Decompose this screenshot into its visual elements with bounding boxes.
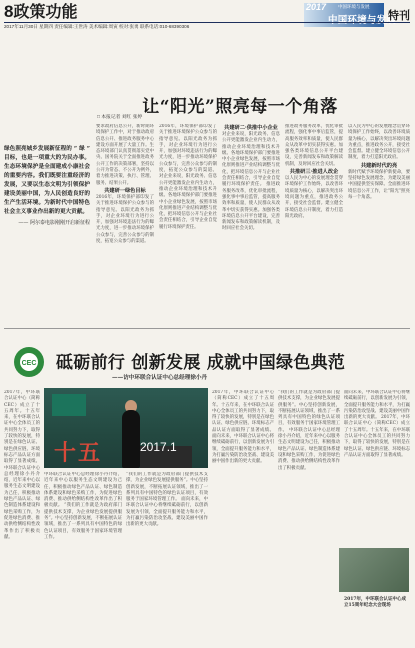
article2-small-photo: [339, 548, 409, 592]
article2-body-a3: 2017年，中环联合认证中心（简称CEC）成立了十五周年。十五年来，在中环联合认证中心全体员工的共同努力下，取得了较快的发展，特别是在绿色认证、绿色供应链、环境标志产品认证方面取得了显著成绩。: [344, 415, 410, 458]
section-title: 政策功能: [13, 4, 78, 21]
article2-body-c: “我们的工作就是为政府部门提供技术支撑，为企业绿色发展提供服务”。中心坚持创新发展，不断拓展认证领域，推出了一系列具有中国特色的绿色认证项目，有效服务于国家环境管理工作。: [44, 503, 122, 540]
special-issue-label: 特刊: [388, 10, 410, 22]
article1-subhead-2: 共建研二·供推中小企业: [224, 125, 278, 131]
article1-col-4: [285, 124, 343, 324]
article2-body-a2: 2017年，中环联合认证中心（简称CEC）成立了十五周年。十五年来，在中环联合认证中心全体员工的共同努力下，取得了较快的发展，特别是在绿色认证、绿色供应链、环境标志产品认证方面取得了显著成绩。: [212, 390, 274, 433]
article1-body-d2: 推进政务服务改革，优化审批流程，强化事中事后监管，提高服务效率和质量，使人民群众从改革中切实获得实惠。加强各类环境信息公开平台建设，完善新闻发布和政策解读机制，及时回应社会关切。: [285, 124, 343, 167]
article1-body-e: 以人民为中心的发展理念贯穿环境保护工作始终，以改善环境质量为核心，以解决突出环境问题为重点，推进政务公开，接受社会监督。建立健全环境信息公开制度，着力打造阳光政府。: [285, 176, 343, 219]
brand-sub: 中国环境与发展: [338, 5, 370, 10]
article2-body-d2: 面向未来，中环联合认证中心将继续砥砺前行，以创新发展为引领，全面提升服务能力和水平，为打赢污染防治攻坚战、建设美丽中国作出新的更大贡献。: [212, 434, 274, 465]
intro-note: [4, 145, 90, 227]
intro-note-text: 绿色照亮城乡发展新征程的 “ 绿 ” 目标，也是一项重大的为民办事。生态环境保护是全面建成小康社会的重要内容。我们既要注重经济的发展，又要以生态文明为引领保护建设美丽中国，为人民创造良好的生产生活环境。为新时代中国特色社会主义事业作出新的更大贡献。: [4, 146, 90, 215]
header-rule: [4, 22, 410, 23]
article1-body-a: 要求政府信息公开，新时期环境保护工作中，对于推动政府信息公开、推进政务服务中心建设方面开展了大量工作。生态环境部门认真贯彻落实党中央、国务院关于全面推进政务公开工作的决策部署，坚持以公开为常态、不公开为例外，着力推进决策、执行、管理、服务、结果公开。: [96, 124, 154, 186]
article2-caption: 2017年，中环联合认证中心成立15周年纪念大会现场: [344, 597, 407, 608]
page-number-section: [4, 3, 77, 22]
article2-title: 砥砺前行 创新发展 成就中国绿色典范: [56, 353, 346, 373]
cec-logo-text: CEC: [21, 360, 37, 367]
article1-subhead-3: 共推研三·推进人改企: [289, 169, 339, 176]
brand-year: 2017: [306, 2, 327, 12]
article1-body-f: 新时代赋予环境保护新使命，要坚持绿色发展理念，为建设美丽中国提供坚实保障。全面推进环境信息公开工作，让“阳光”照亮每一个角落。: [348, 169, 410, 200]
article1-col-3: [222, 124, 280, 324]
article1-col-1: [96, 124, 154, 324]
article2-body-b2: 中环联合认证中心总经理徐小丹介绍，近年来中心以服务生态文明建设为己任，积极推动绿色产品认证、绿色制造体系建设和绿色采购工作，为促进绿色消费、推动供给侧结构性改革作出了积极贡献。: [44, 472, 122, 509]
article2-col-6: [344, 390, 410, 544]
article1-body-b2: 2016年，环境保护部印发了关于推进环境保护公众参与的指导意见。以阳光政务为抓手，对企业环境行为进行公开，加强对环境违法行为的曝光力度，进一步推动环境保护公众参与，完善公众参与的制度，拓宽公众参与的渠道。: [159, 124, 217, 174]
intro-note-signature: —— 阿尔泰电影刚刚开启新征程: [18, 220, 90, 226]
article2-body-d3: 面向未来，中环联合认证中心将继续砥砺前行，以创新发展为引领，全面提升服务能力和水平，为打赢污染防治攻坚战、建设美丽中国作出新的更大贡献。: [344, 390, 410, 421]
photo-year: 2017.1: [140, 440, 177, 454]
article1-title: 让“阳光”照亮每一个角落: [142, 97, 338, 117]
article2-body-b3: 中环联合认证中心总经理徐小丹介绍，近年来中心以服务生态文明建设为己任，积极推动绿色产品认证、绿色制造体系建设和绿色采购工作，为促进绿色消费、推动供给侧结构性改革作出了积极贡献。: [278, 427, 340, 471]
article2-body-c2: “我们的工作就是为政府部门提供技术支撑，为企业绿色发展提供服务”。中心坚持创新发展，不断拓展认证领域，推出了一系列具有中国特色的绿色认证项目，有效服务于国家环境管理工作。: [126, 472, 208, 503]
header-meta: 2017年11月30日 星期四 责任编辑:王世涛 美术编辑:周寅 校对:张勇 联系电话:010-68390306: [4, 24, 190, 29]
section-divider: [4, 328, 410, 329]
article1-col-2: [159, 124, 217, 324]
article2-col-5: [278, 390, 340, 646]
article1-subhead-1: 共建研一绿色目标: [104, 187, 146, 194]
article2-subtitle: ——访中环联合认证中心总经理徐小丹: [112, 375, 208, 381]
speaker-figure: [122, 410, 140, 468]
article1-body-c2: 对企业来说，阳光政务、信息公开更能激发企业内生动力，推动企业环境治理和技术升级。各地环境保护部门要推进中小企业绿色发展，按照市场化原则推进产业结构调整与优化，把环境信息公开与企业社会责任相结合，引导企业自觉履行环境保护责任。: [222, 132, 280, 188]
article1-body-b: 2016年，环境保护部印发了关于推进环境保护公众参与的指导意见。以阳光政务为抓手，对企业环境行为进行公开，加强对环境违法行为的曝光力度，进一步推动环境保护公众参与，完善公众参与的制度，拓宽公众参与的渠道。: [96, 194, 154, 245]
article2-col-4: [212, 390, 274, 646]
page-number: 8: [4, 2, 14, 21]
article1-byline: □ 本报记者 刘红 张婷: [97, 115, 143, 120]
article1-body-e2: 以人民为中心的发展理念贯穿环境保护工作始终，以改善环境质量为核心，以解决突出环境问题为重点，推进政务公开，接受社会监督。建立健全环境信息公开制度，着力打造阳光政府。: [348, 124, 410, 161]
article2-col-1: [4, 390, 40, 646]
article2-col-3: [126, 472, 208, 646]
article1-subhead-4: 共建新时代的亮: [360, 162, 398, 169]
article2-body-c3: “我们的工作就是为政府部门提供技术支撑，为企业绿色发展提供服务”。中心坚持创新发展，不断拓展认证领域，推出了一系列具有中国特色的绿色认证项目，有效服务于国家环境管理工作。: [278, 390, 340, 433]
article1-col-5: [348, 124, 410, 324]
photo-anniversary-word: 十五: [54, 440, 103, 465]
article2-body-d: 面向未来，中环联合认证中心将继续砥砺前行，以创新发展为引领，全面提升服务能力和水平，为打赢污染防治攻坚战、建设美丽中国作出新的更大贡献。: [126, 497, 208, 528]
brand-main: 中国环境与发展: [328, 15, 396, 26]
article2-body-a: 2017年，中环联合认证中心（简称CEC）成立了十五周年。十五年来，在中环联合认证中心全体员工的共同努力下，取得了较快的发展，特别是在绿色认证、绿色供应链、环境标志产品认证方面取得了显著成绩。: [4, 390, 40, 465]
article1-body-d: 推进政务服务改革，优化审批流程，强化事中事后监管，提高服务效率和质量，使人民群众从改革中切实获得实惠。加强各类环境信息公开平台建设，完善新闻发布和政策解读机制，及时回应社会关切。: [222, 182, 280, 232]
article2-body-b: 中环联合认证中心总经理徐小丹介绍，近年来中心以服务生态文明建设为己任，积极推动绿色产品认证、绿色制造体系建设和绿色采购工作，为促进绿色消费、推动供给侧结构性改革作出了积极贡献。: [4, 465, 40, 540]
photo-backdrop-logo: [52, 394, 86, 416]
article1-body-c: 对企业来说，阳光政务、信息公开更能激发企业内生动力，推动企业环境治理和技术升级。各地环境保护部门要推进中小企业绿色发展，按照市场化原则推进产业结构调整与优化，把环境信息公开与企业社会责任相结合，引导企业自觉履行环境保护责任。: [159, 174, 217, 230]
article2-photo: [44, 388, 208, 468]
article2-col-2: [44, 472, 122, 646]
